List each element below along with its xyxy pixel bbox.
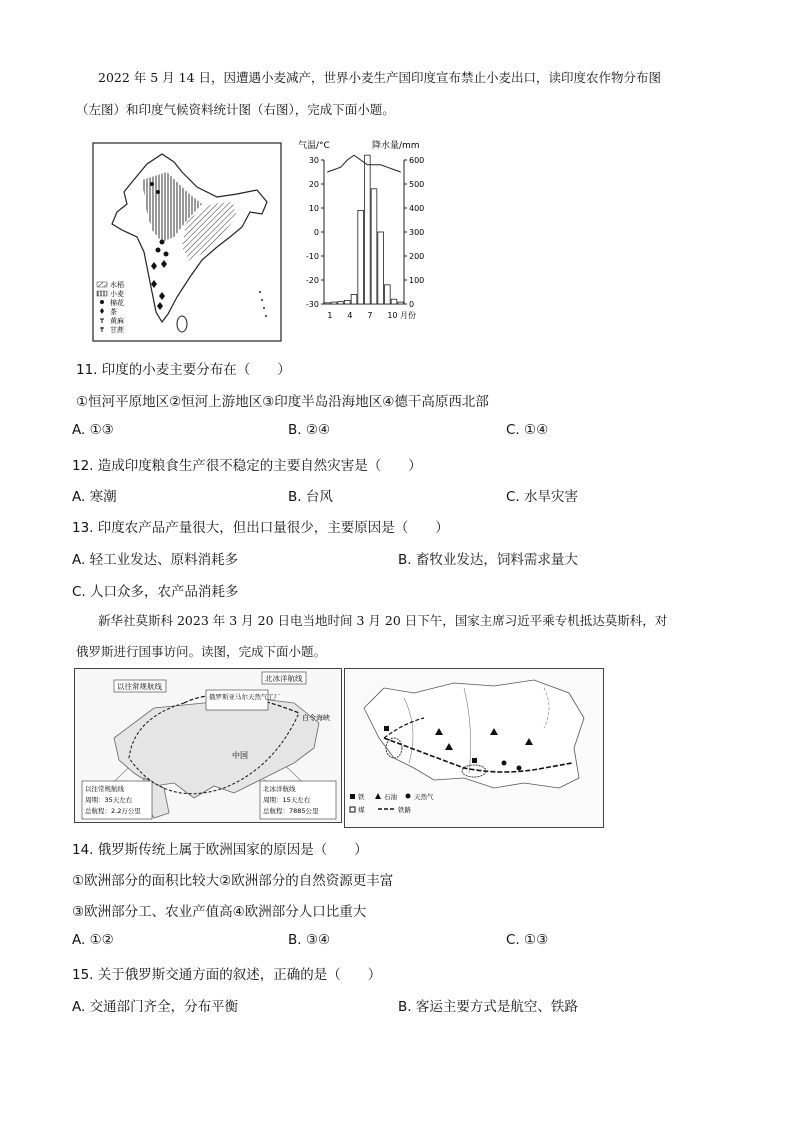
temp-tick-label: -20 bbox=[305, 276, 319, 285]
precip-bar bbox=[351, 294, 357, 304]
temperature-line bbox=[327, 155, 400, 172]
q14-statements-2: ③欧洲部分工、农业产值高④欧洲部分人口比重大 bbox=[72, 904, 367, 920]
q15-option-b[interactable]: B. 客运主要方式是航空、铁路 bbox=[398, 999, 578, 1015]
q13-option-c[interactable]: C. 人口众多，农产品消耗多 bbox=[72, 584, 239, 600]
russia-legend-4: 铁路 bbox=[398, 806, 411, 814]
q12-option-c[interactable]: C. 水旱灾害 bbox=[506, 489, 579, 505]
q15-stem: 15. 关于俄罗斯交通方面的叙述，正确的是（ ） bbox=[72, 967, 382, 983]
box1-period: 周期：35天左右 bbox=[85, 796, 133, 804]
q12-option-a[interactable]: A. 寒潮 bbox=[72, 489, 117, 505]
precip-tick-label: 400 bbox=[409, 204, 425, 213]
precip-tick-label: 600 bbox=[409, 156, 425, 165]
q14-option-b[interactable]: B. ③④ bbox=[288, 932, 331, 948]
india-legend-2: 棉花 bbox=[110, 299, 124, 307]
india-legend-1: 小麦 bbox=[110, 290, 124, 298]
intro1-line2: （左图）和印度气候资料统计图（右图），完成下面小题。 bbox=[76, 102, 395, 117]
temp-tick-label: -30 bbox=[305, 300, 319, 309]
q12-option-b[interactable]: B. 台风 bbox=[288, 489, 333, 505]
precip-tick-label: 300 bbox=[409, 228, 425, 237]
box1-title: 以往常规航线 bbox=[85, 785, 124, 793]
precip-tick-label: 0 bbox=[409, 300, 415, 309]
temp-tick-label: 20 bbox=[308, 180, 319, 189]
precip-bar bbox=[365, 155, 371, 304]
q14-option-a[interactable]: A. ①② bbox=[72, 932, 114, 948]
route1-label: 以往常规航线 bbox=[117, 682, 162, 691]
bering-strait-label: 白令海峡 bbox=[302, 714, 330, 722]
india-legend-3: 茶 bbox=[110, 308, 117, 316]
precip-bar bbox=[385, 285, 391, 304]
temp-tick-label: -10 bbox=[305, 252, 319, 261]
month-tick-label: 10 月份 bbox=[387, 311, 417, 320]
precip-bar bbox=[378, 232, 384, 304]
shipping-route-map bbox=[74, 668, 342, 827]
precip-bar bbox=[358, 210, 364, 304]
q14-option-c[interactable]: C. ①③ bbox=[506, 932, 549, 948]
month-tick-label: 4 bbox=[347, 311, 353, 320]
russia-resource-map bbox=[344, 668, 604, 832]
india-crop-map bbox=[92, 142, 282, 346]
box2-period: 周期：15天左右 bbox=[263, 796, 311, 804]
q13-option-a[interactable]: A. 轻工业发达、原料消耗多 bbox=[72, 552, 239, 568]
china-label: 中国 bbox=[232, 751, 248, 760]
india-legend-4: 黄麻 bbox=[110, 317, 124, 325]
q11-option-a[interactable]: A. ①③ bbox=[72, 422, 114, 438]
route2-label: 北冰洋航线 bbox=[265, 674, 303, 683]
yamal-plant-label: 俄罗斯亚马尔天然气工厂 bbox=[209, 693, 281, 701]
india-legend-0: 水稻 bbox=[110, 281, 124, 289]
q11-option-b[interactable]: B. ②④ bbox=[288, 422, 331, 438]
precip-bar bbox=[345, 300, 351, 304]
q11-statements: ①恒河平原地区②恒河上游地区③印度半岛沿海地区④德干高原西北部 bbox=[76, 394, 489, 410]
russia-legend-1: 石油 bbox=[384, 793, 397, 801]
precip-tick-label: 500 bbox=[409, 180, 425, 189]
temp-axis-label: 气温/°C bbox=[298, 141, 330, 151]
precip-bar bbox=[331, 302, 337, 304]
russia-legend-3: 煤 bbox=[358, 806, 365, 814]
temp-tick-label: 10 bbox=[308, 204, 319, 213]
russia-legend-2: 天然气 bbox=[414, 793, 434, 801]
q13-stem: 13. 印度农产品产量很大，但出口量很少，主要原因是（ ） bbox=[72, 520, 449, 536]
month-tick-label: 7 bbox=[367, 311, 373, 320]
box2-distance: 总航程：7885公里 bbox=[263, 807, 319, 815]
precip-bar bbox=[325, 303, 331, 304]
intro2-line2: 俄罗斯进行国事访问。读图，完成下面小题。 bbox=[76, 644, 327, 659]
q12-stem: 12. 造成印度粮食生产很不稳定的主要自然灾害是（ ） bbox=[72, 458, 422, 474]
precip-bar bbox=[391, 299, 397, 304]
q14-stem: 14. 俄罗斯传统上属于欧洲国家的原因是（ ） bbox=[72, 842, 368, 858]
q14-statements-1: ①欧洲部分的面积比较大②欧洲部分的自然资源更丰富 bbox=[72, 873, 394, 889]
box2-title: 北冰洋航线 bbox=[263, 785, 296, 793]
intro1-line1: 2022 年 5 月 14 日，因遭遇小麦减产，世界小麦生产国印度宣布禁止小麦出口，读印度农作物分布图 bbox=[98, 70, 662, 85]
q11-option-c[interactable]: C. ①④ bbox=[506, 422, 549, 438]
precip-bar bbox=[371, 189, 377, 304]
intro2-line1: 新华社莫斯科 2023 年 3 月 20 日电当地时间 3 月 20 日下午，国家主席习近平乘专机抵达莫斯科，对 bbox=[98, 613, 668, 628]
precip-tick-label: 100 bbox=[409, 276, 425, 285]
temp-tick-label: 30 bbox=[308, 156, 319, 165]
precip-tick-label: 200 bbox=[409, 252, 425, 261]
precip-axis-label: 降水量/mm bbox=[372, 141, 420, 151]
month-tick-label: 1 bbox=[327, 311, 333, 320]
q15-option-a[interactable]: A. 交通部门齐全，分布平衡 bbox=[72, 999, 239, 1015]
precip-bar bbox=[398, 302, 404, 304]
q13-option-b[interactable]: B. 畜牧业发达，饲料需求量大 bbox=[398, 552, 578, 568]
russia-legend-0: 铁 bbox=[358, 793, 365, 801]
precip-bar bbox=[338, 302, 344, 304]
q11-stem: 11. 印度的小麦主要分布在（ ） bbox=[76, 362, 291, 378]
climate-chart bbox=[292, 134, 442, 338]
india-legend-5: 甘蔗 bbox=[110, 326, 124, 334]
box1-distance: 总航程：2.2万公里 bbox=[85, 807, 141, 815]
temp-tick-label: 0 bbox=[313, 228, 319, 237]
